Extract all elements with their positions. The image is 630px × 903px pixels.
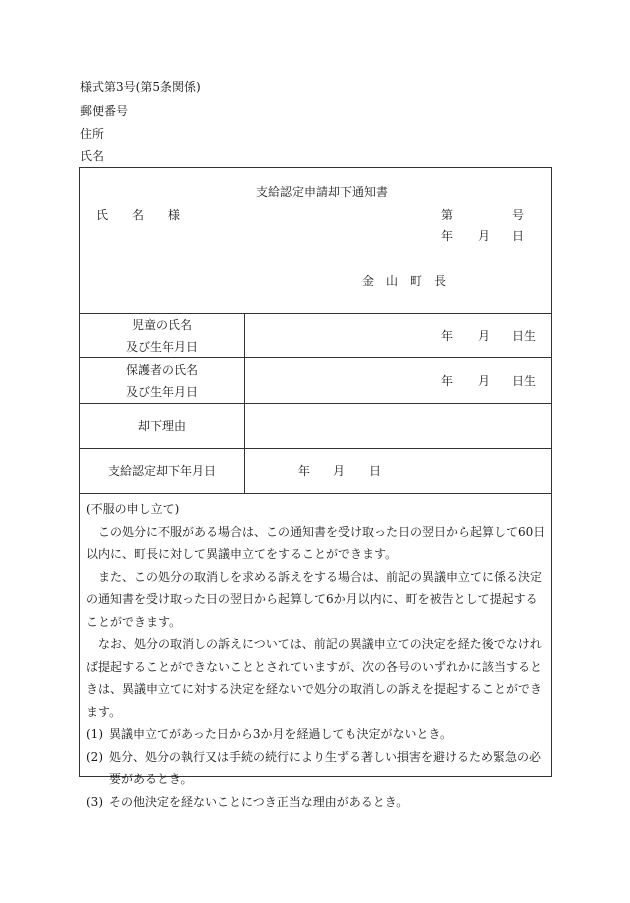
notice-date-month: 月 [478, 229, 491, 243]
reason-label: 却下理由 [137, 419, 186, 433]
rejection-date-label: 支給認定却下年月日 [107, 464, 216, 478]
column-divider [244, 313, 245, 493]
objection-heading: (不服の申し立て) [86, 502, 180, 516]
item-number: (2) [86, 749, 103, 764]
guardian-label-line2: 及び生年月日 [125, 385, 198, 399]
child-label-line1: 児童の氏名 [131, 318, 192, 332]
notice-form [79, 167, 552, 809]
guardian-label-line1: 保護者の氏名 [125, 363, 198, 377]
form-number-label: 様式第3号(第5条関係) [80, 80, 201, 94]
item-text: その他決定を経ないことにつき正当な理由があるとき。 [109, 794, 409, 809]
item-text: 処分、処分の執行又は手続の続行により生ずる著しい損害を避けるため緊急の必要があるとき。 [109, 749, 542, 786]
guardian-birth-month: 月 [478, 374, 491, 388]
child-birth-day: 日生 [512, 329, 537, 343]
notice-date-year: 年 [441, 229, 454, 243]
document-number-suffix: 号 [512, 208, 525, 222]
child-birth-month: 月 [478, 329, 491, 343]
item-number: (3) [86, 794, 103, 809]
divider [80, 493, 551, 494]
guardian-birth-day: 日生 [512, 374, 537, 388]
item-number: (1) [86, 727, 103, 741]
notice-date-day: 日 [512, 229, 525, 243]
child-label [80, 313, 244, 358]
divider [80, 403, 551, 404]
rejection-day: 日 [369, 464, 382, 478]
issuer: 金 山 町 長 [362, 274, 447, 288]
postal-code-label: 郵便番号 [80, 104, 129, 118]
addressee: 氏 名 様 [96, 208, 181, 222]
notice-title: 支給認定申請却下通知書 [256, 185, 389, 199]
name-label: 氏名 [80, 149, 105, 163]
child-birth-year: 年 [441, 329, 454, 343]
objection-item [86, 723, 548, 746]
rejection-month: 月 [333, 464, 346, 478]
guardian-label [80, 358, 244, 403]
rejection-year: 年 [298, 464, 311, 478]
objection-paragraph: この処分に不服がある場合は、この通知書を受け取った日の翌日から起算して60日以内に、町長に対して異議申立てをすることができます。 [86, 524, 546, 561]
objection-item [86, 791, 548, 814]
address-label: 住所 [80, 127, 105, 141]
objection-paragraph: また、この処分の取消しを求める訴えをする場合は、前記の異議申立てに係る決定の通知書を受け取った日の翌日から起算して6か月以内に、町を被告として提起することができます。 [86, 569, 543, 629]
guardian-birth-year: 年 [441, 374, 454, 388]
document-number-prefix: 第 [441, 208, 454, 222]
objection-section [86, 498, 548, 813]
item-text: 異議申立てがあった日から3か月を経過しても決定がないとき。 [109, 727, 453, 741]
objection-item [86, 746, 548, 791]
objection-paragraph: なお、処分の取消しの訴えについては、前記の異議申立ての決定を経た後でなければ提起することができないこととされていますが、次の各号のいずれかに該当するときは、異議申立てに対する決定を経ないで処分の取消しの訴えを提起することができます。 [86, 637, 543, 719]
divider [80, 448, 551, 449]
child-label-line2: 及び生年月日 [125, 340, 198, 354]
